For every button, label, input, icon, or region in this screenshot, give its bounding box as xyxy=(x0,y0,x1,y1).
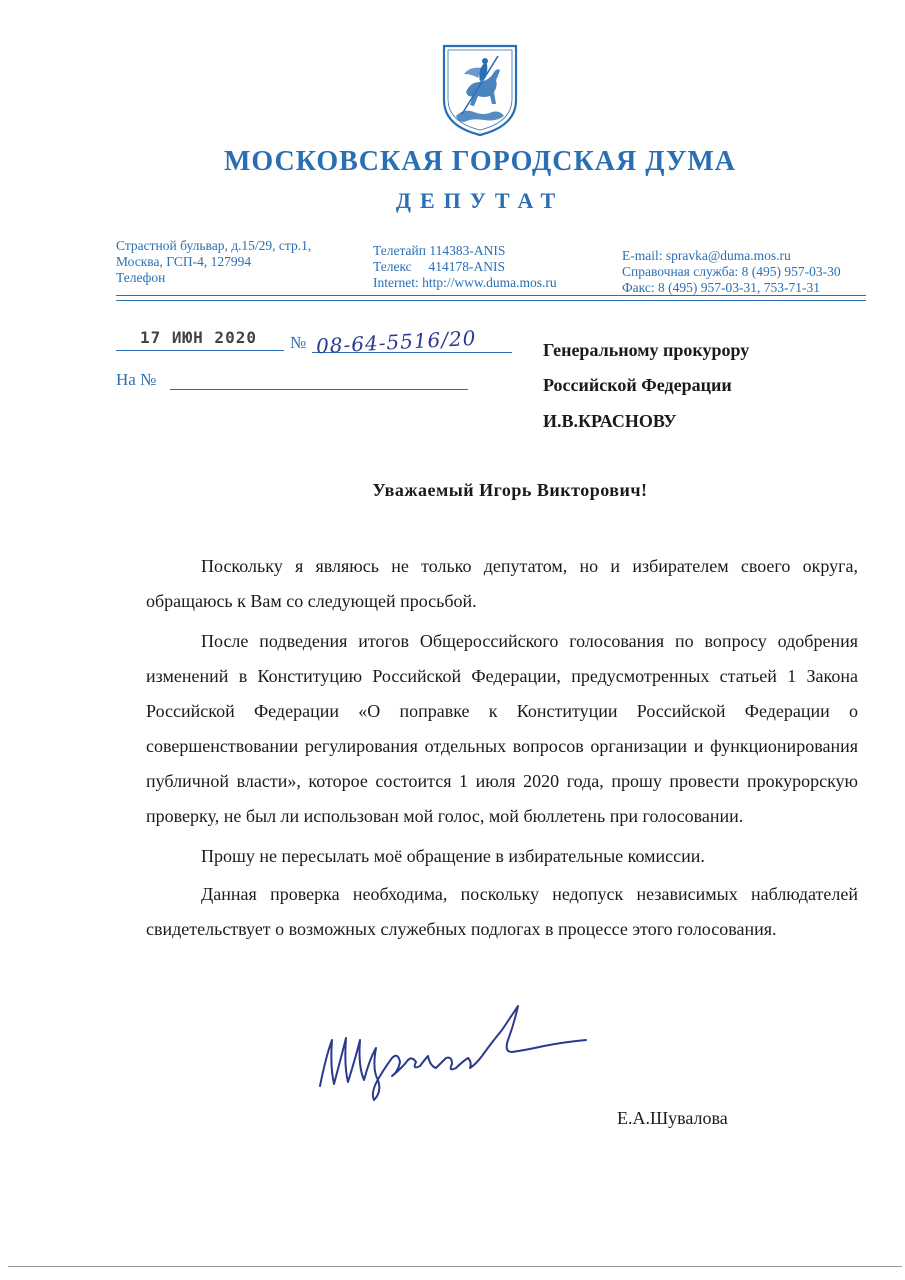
reply-to-label: На № xyxy=(116,370,157,389)
org-subtitle: ДЕПУТАТ xyxy=(395,188,565,213)
comm-line: Internet: http://www.duma.mos.ru xyxy=(373,275,557,290)
org-name: МОСКОВСКАЯ ГОРОДСКАЯ ДУМА xyxy=(223,146,737,177)
reply-to-underline xyxy=(170,389,468,390)
paragraph: Поскольку я являюсь не только депутатом, но и избирателем своего округа, обращаюсь к Вам со следующей просьбой. xyxy=(146,556,858,611)
address-line: Страстной бульвар, д.15/29, стр.1, xyxy=(116,238,312,253)
addressee-line: Российской Федерации xyxy=(543,375,732,395)
addressee-name: И.В.КРАСНОВУ xyxy=(543,411,677,431)
paragraph: После подведения итогов Общероссийского голосования по вопросу одобрения изменений в Конституцию Российской Федерации, предусмотренных статьей 1 Закона Российской Федерации «О поправке к Конституции Российской Федерации о совершенствовании регулирования отдельных вопросов организации и функционирования публичной власти», которое состоится 1 июля 2020 года, прошу провести прокурорскую проверку, не был ли использован мой голос, мой бюллетень при голосовании. xyxy=(146,631,858,826)
letterhead-rule xyxy=(116,300,866,301)
contact-block xyxy=(622,248,892,296)
comm-line: Телекс 414178-ANIS xyxy=(373,259,506,274)
address-block xyxy=(116,238,356,286)
contact-line: E-mail: spravka@duma.mos.ru xyxy=(622,248,791,263)
paragraph: Данная проверка необходима, поскольку недопуск независимых наблюдателей свидетельствует о возможных служебных подлогах в процессе этого голосования. xyxy=(146,884,858,939)
handwritten-signature xyxy=(312,996,592,1106)
salutation: Уважаемый Игорь Викторович! xyxy=(372,480,648,500)
paragraph: Прошу не пересылать моё обращение в избирательные комиссии. xyxy=(201,846,705,866)
addressee-line: Генеральному прокурору xyxy=(543,340,750,360)
contact-line: Факс: 8 (495) 957-03-31, 753-71-31 xyxy=(622,280,820,295)
comm-line: Телетайп 114383-ANIS xyxy=(373,243,506,258)
contact-line: Справочная служба: 8 (495) 957-03-30 xyxy=(622,264,841,279)
date-stamp: 17 ИЮН 2020 xyxy=(140,328,257,347)
date-underline xyxy=(116,350,284,351)
number-label: № xyxy=(290,333,307,352)
moscow-coat-of-arms-icon xyxy=(440,42,520,138)
letterhead-rule xyxy=(116,295,866,296)
page-edge-line xyxy=(8,1266,902,1267)
comm-block xyxy=(373,243,613,291)
signer-name: Е.А.Шувалова xyxy=(617,1108,728,1128)
address-line: Телефон xyxy=(116,270,166,285)
letter-body xyxy=(146,549,858,947)
registration-number: 08-64-5516/20 xyxy=(315,325,478,359)
address-line: Москва, ГСП-4, 127994 xyxy=(116,254,252,269)
